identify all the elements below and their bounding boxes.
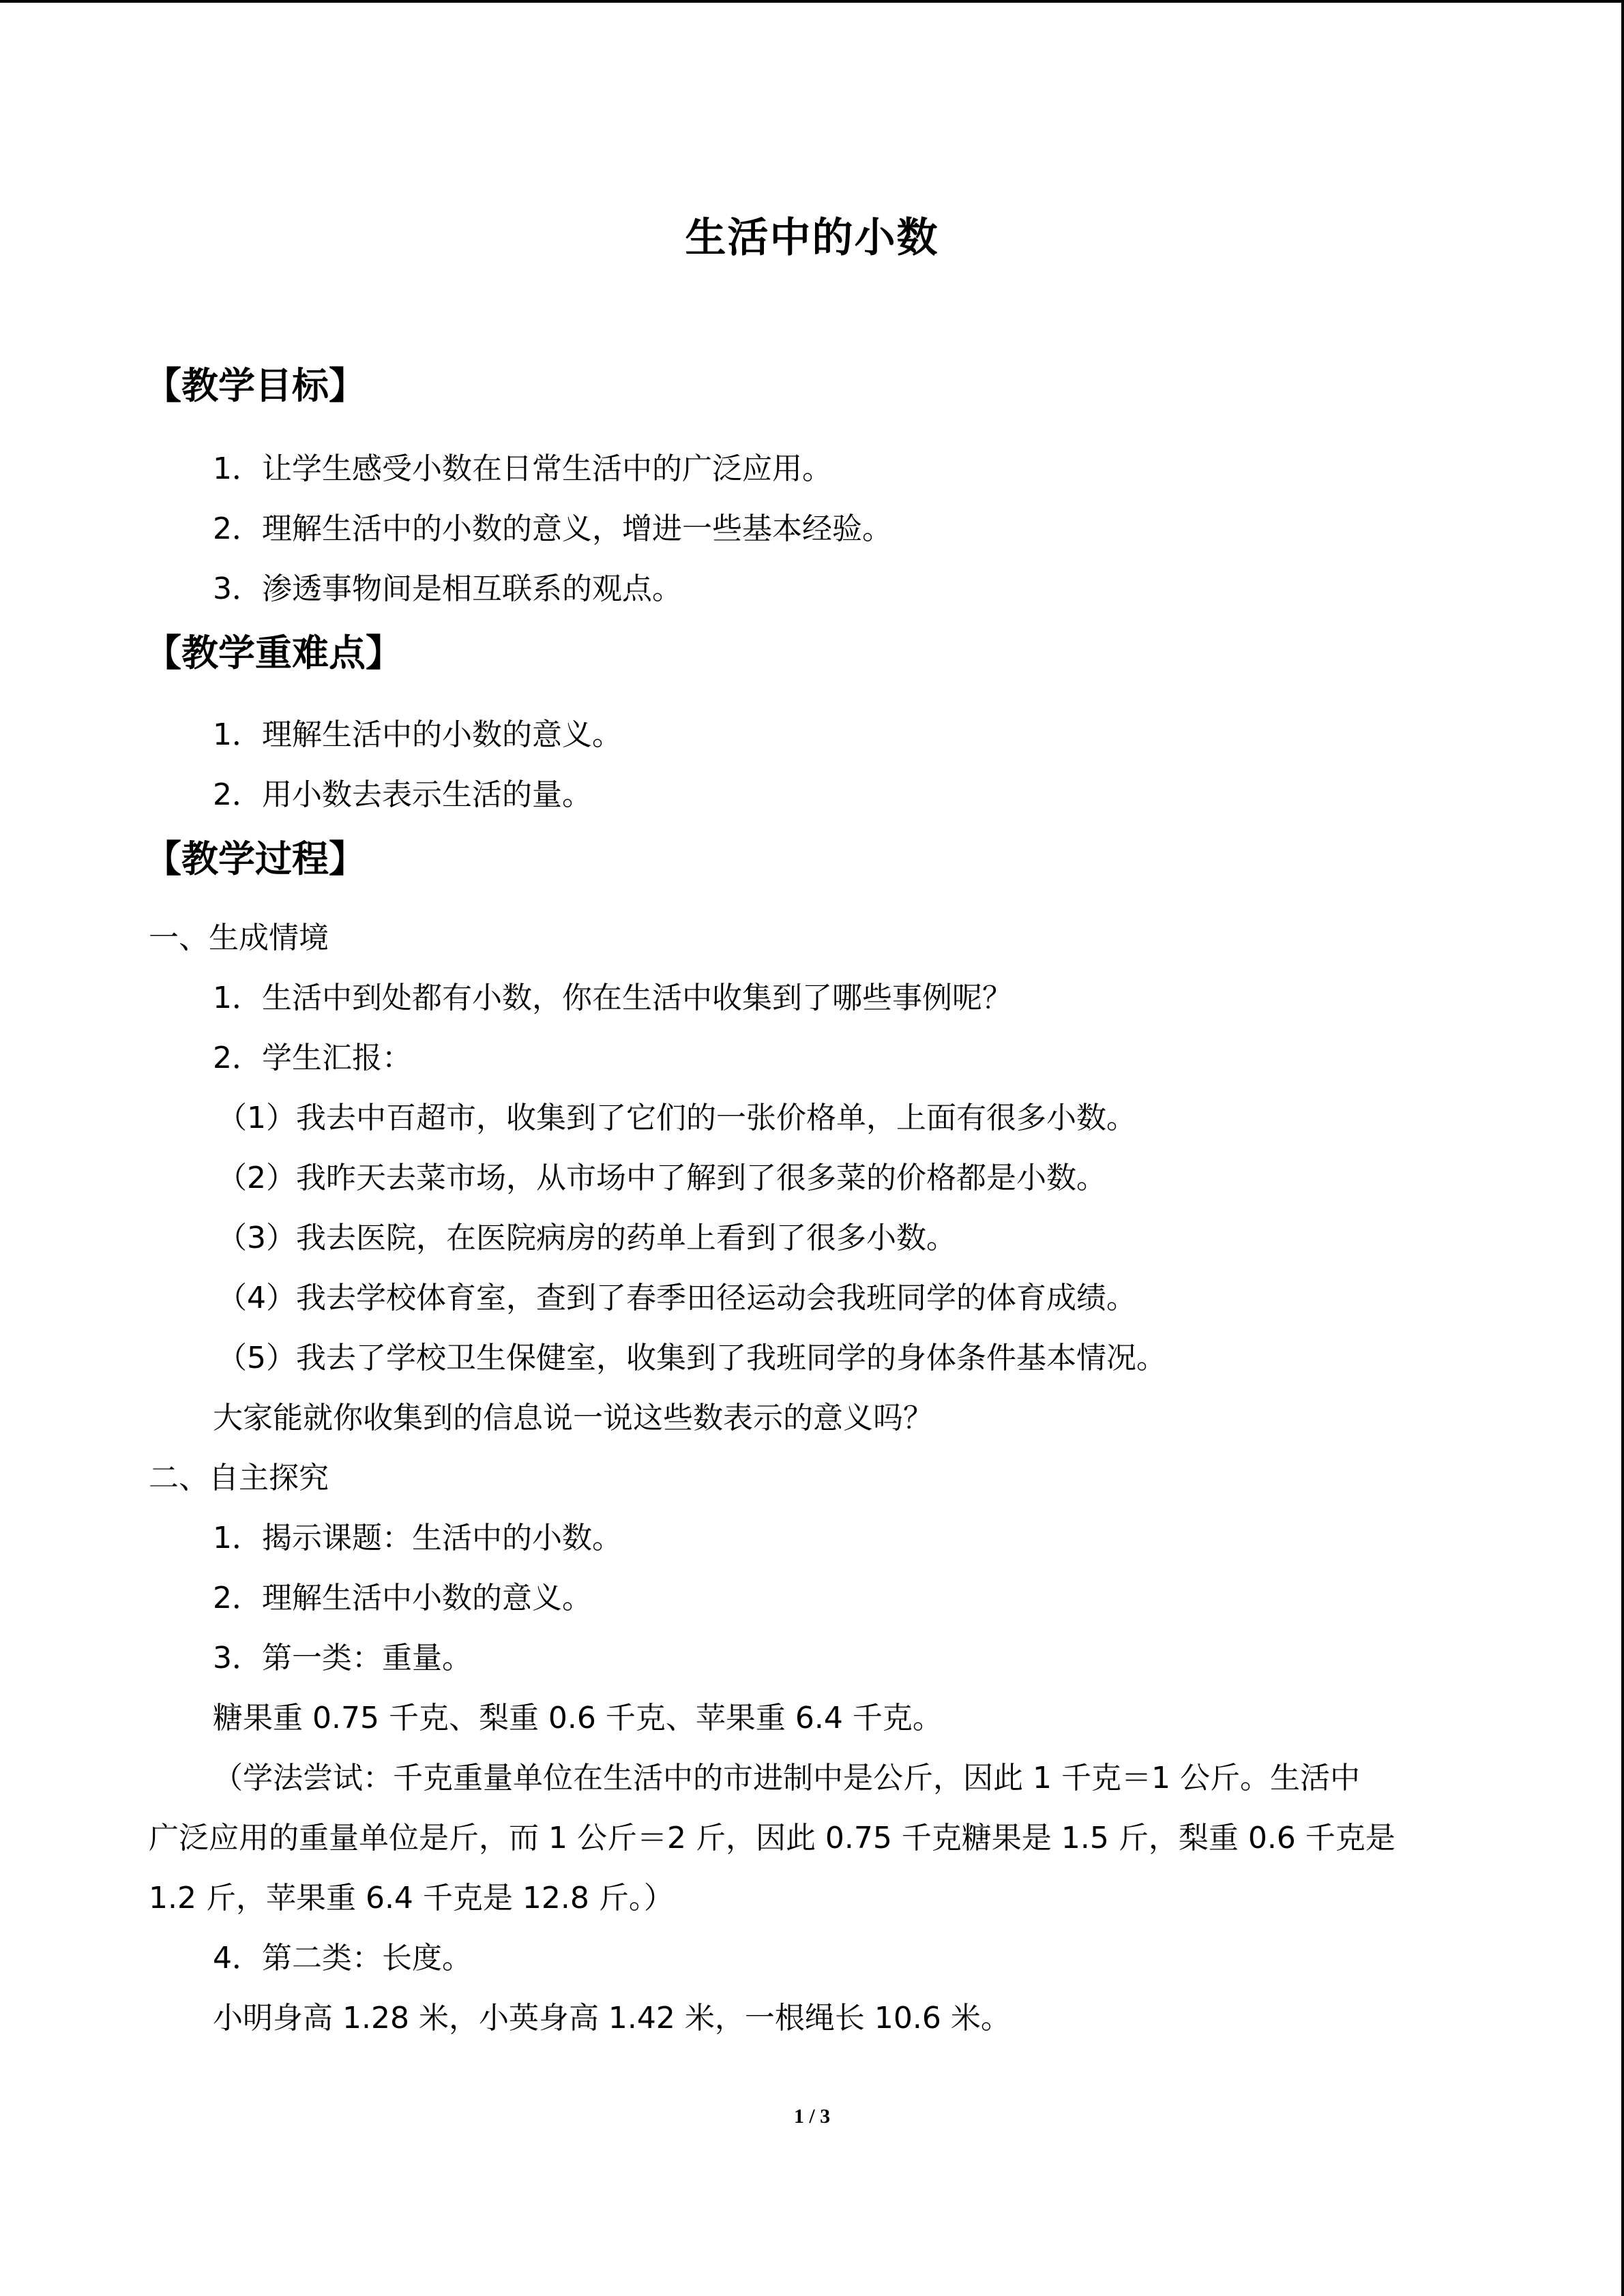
key-point-item-2: 2．用小数去表示生活的量。 <box>213 777 592 812</box>
process-part2-line: 小明身高 1.28 米，小英身高 1.42 米，一根绳长 10.6 米。 <box>213 2001 1011 2036</box>
process-heading: 【教学过程】 <box>145 837 366 880</box>
process-part2-line: 1.2 斤，苹果重 6.4 千克是 12.8 斤。） <box>149 1881 674 1915</box>
process-part1-line: 1．生活中到处都有小数，你在生活中收集到了哪些事例呢？ <box>213 981 1012 1015</box>
process-part2-line: 3．第一类：重量。 <box>213 1641 472 1675</box>
process-part1-line: （5）我去了学校卫生保健室，收集到了我班同学的身体条件基本情况。 <box>217 1341 1166 1375</box>
key-points-heading: 【教学重难点】 <box>145 631 402 674</box>
process-part1-title: 一、生成情境 <box>149 921 329 955</box>
objective-item-2: 2．理解生活中的小数的意义，增进一些基本经验。 <box>213 511 892 546</box>
process-part2-line: （学法尝试：千克重量单位在生活中的市进制中是公斤，因此 1 千克＝1 公斤。生活中 <box>213 1761 1360 1795</box>
key-point-item-1: 1．理解生活中的小数的意义。 <box>213 717 622 752</box>
objective-item-1: 1．让学生感受小数在日常生活中的广泛应用。 <box>213 451 832 486</box>
process-part2-line: 糖果重 0.75 千克、梨重 0.6 千克、苹果重 6.4 千克。 <box>213 1701 943 1735</box>
process-part1-line: （2）我昨天去菜市场，从市场中了解到了很多菜的价格都是小数。 <box>217 1161 1106 1195</box>
process-part1-line: （4）我去学校体育室，查到了春季田径运动会我班同学的体育成绩。 <box>217 1281 1136 1315</box>
page-border-top <box>0 0 1624 3</box>
process-part1-line: 大家能就你收集到的信息说一说这些数表示的意义吗？ <box>213 1401 933 1435</box>
page-title: 生活中的小数 <box>685 214 939 262</box>
page-border-right <box>1621 0 1624 2296</box>
process-part2-line: 1．揭示课题：生活中的小数。 <box>213 1521 622 1555</box>
process-part1-line: （1）我去中百超市，收集到了它们的一张价格单，上面有很多小数。 <box>217 1101 1136 1135</box>
objectives-heading: 【教学目标】 <box>145 364 366 407</box>
process-part1-line: 2．学生汇报： <box>213 1041 412 1075</box>
page-number: 1 / 3 <box>793 2105 831 2128</box>
process-part1-line: （3）我去医院，在医院病房的药单上看到了很多小数。 <box>217 1221 956 1255</box>
process-part2-line: 4．第二类：长度。 <box>213 1941 472 1976</box>
process-part2-line: 广泛应用的重量单位是斤，而 1 公斤＝2 斤，因此 0.75 千克糖果是 1.5 斤，梨重 0.6 千克是 <box>149 1821 1396 1855</box>
objective-item-3: 3．渗透事物间是相互联系的观点。 <box>213 571 682 606</box>
process-part2-line: 2．理解生活中小数的意义。 <box>213 1581 592 1615</box>
process-part2-title: 二、自主探究 <box>149 1461 329 1495</box>
